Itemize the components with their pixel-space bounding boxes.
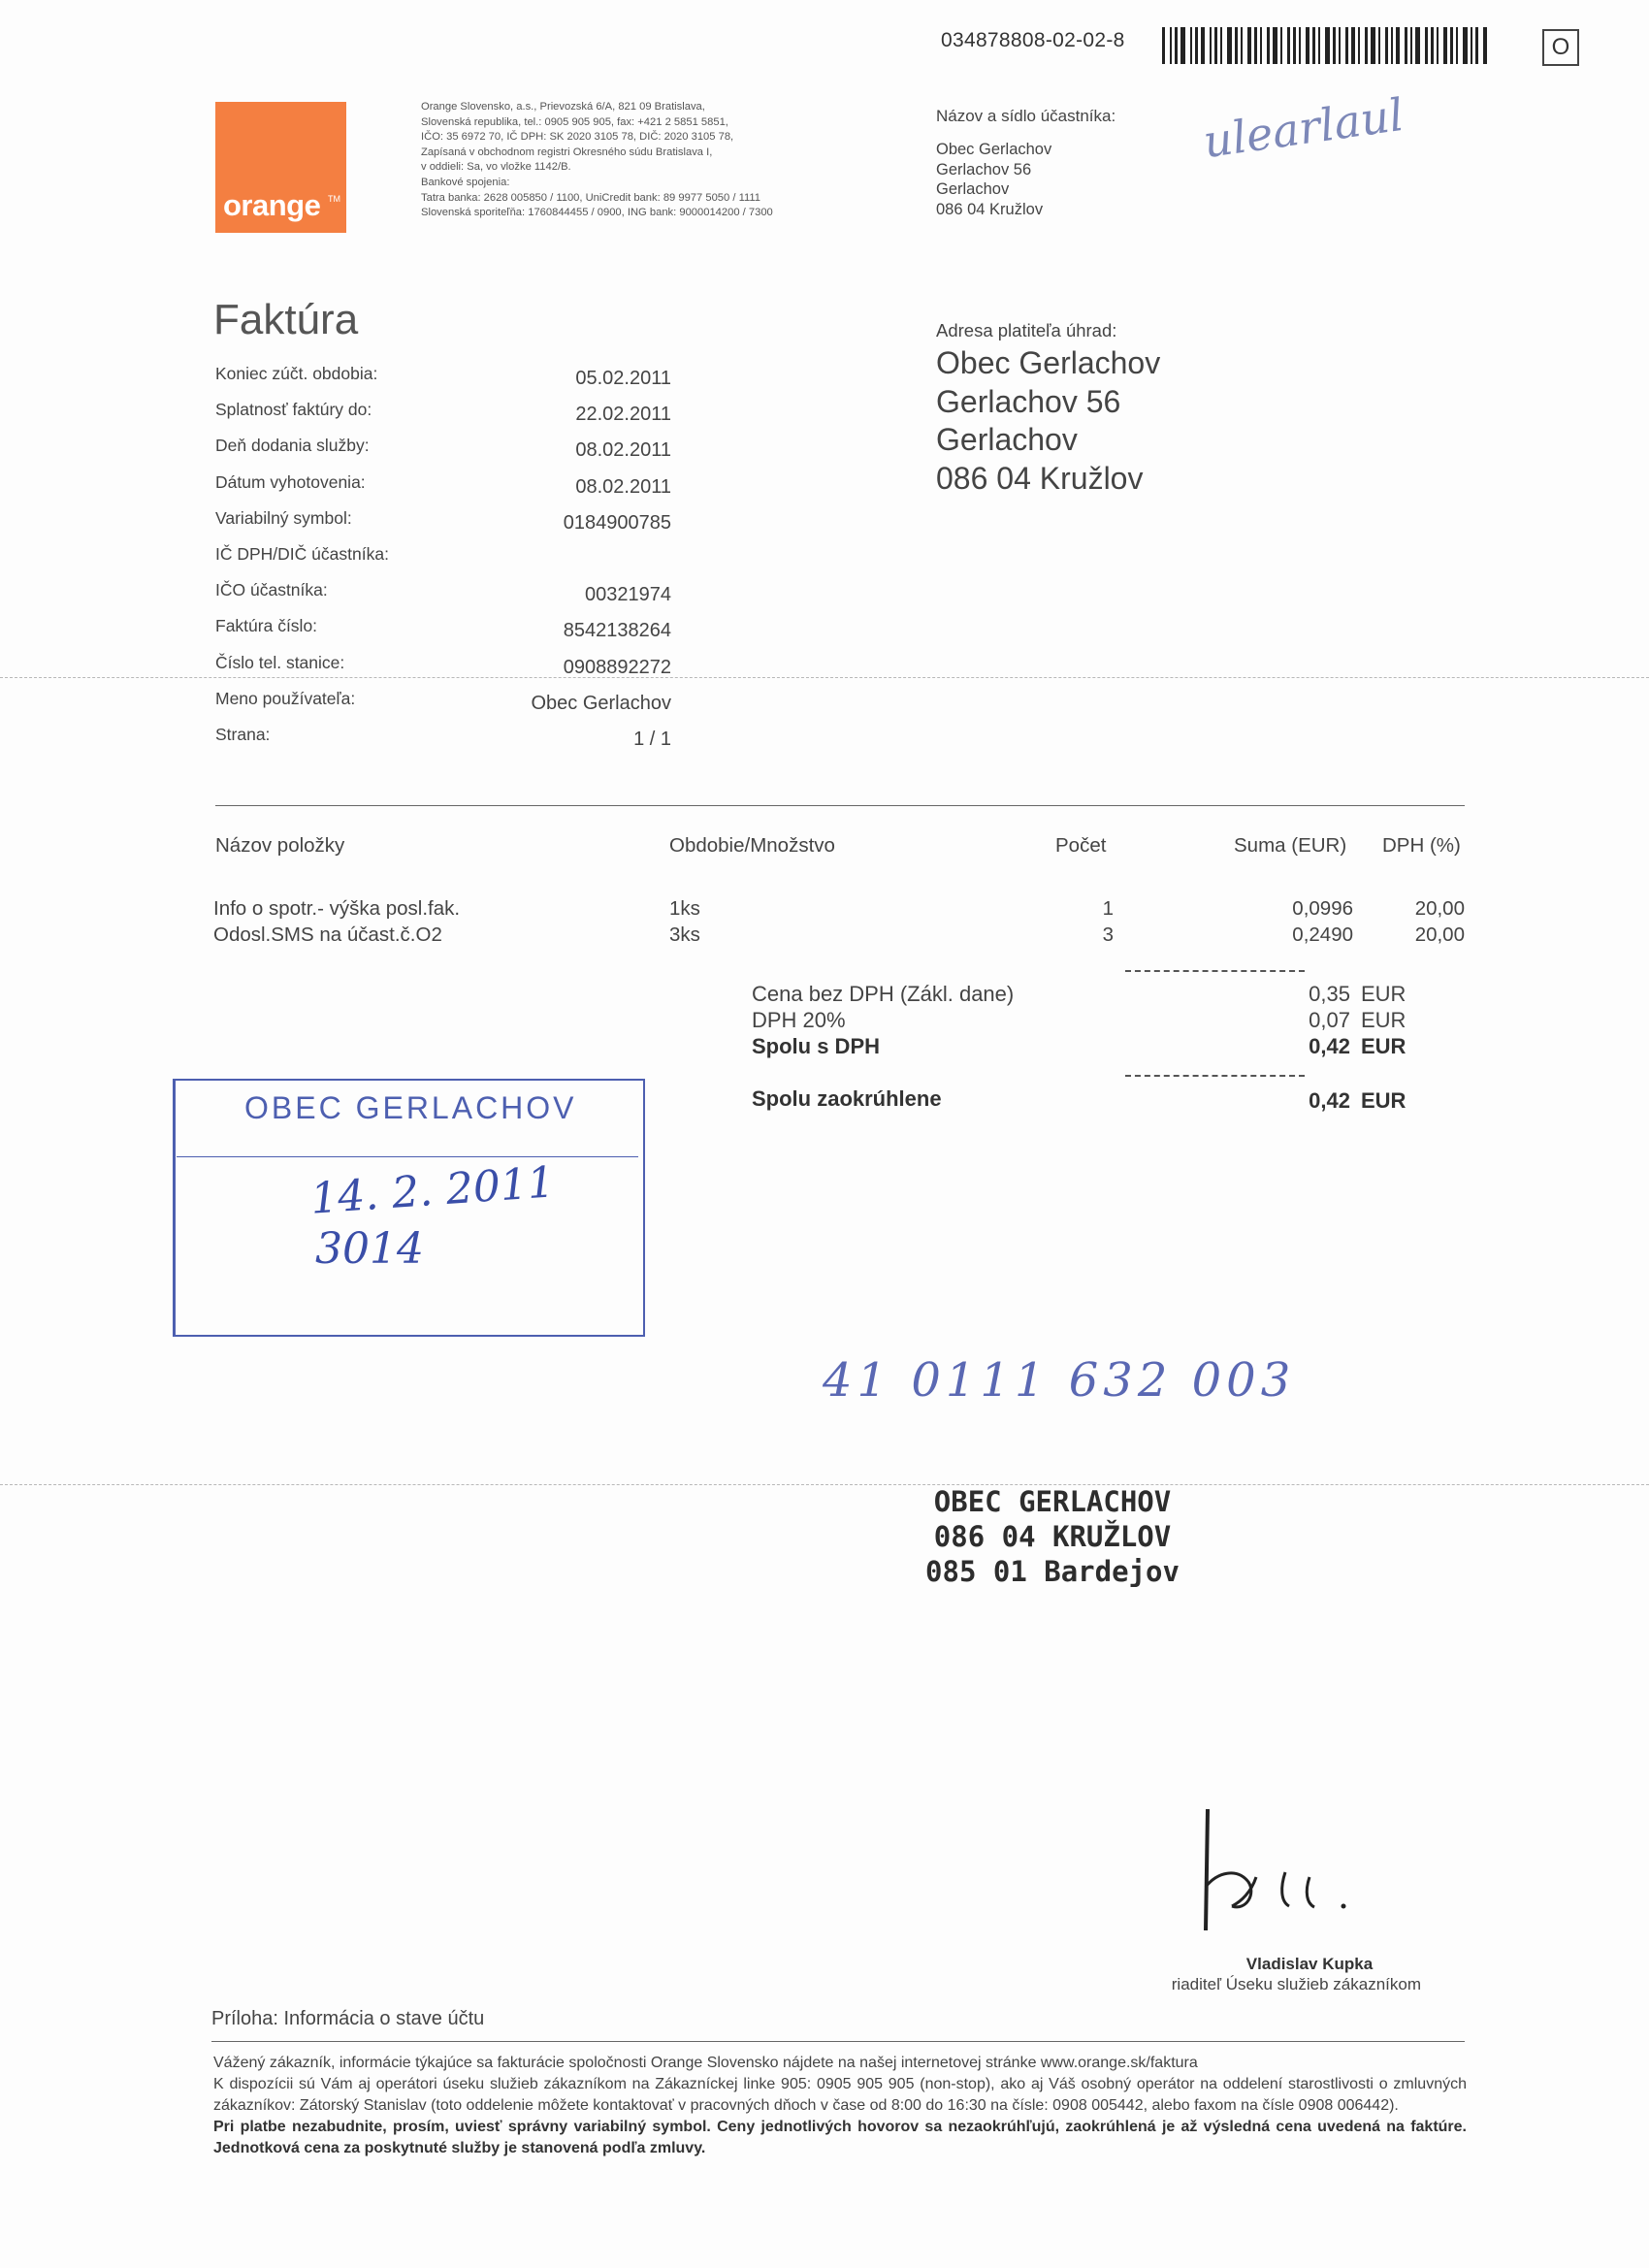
handwritten-number: 3014 [315,1224,424,1274]
item-count: 1 [1102,897,1114,920]
barcode-bar [1333,27,1336,64]
field-label: Meno používateľa: [215,688,356,708]
payer-line: Gerlachov [936,422,1078,457]
summary-dash-rule [1125,970,1305,972]
footer-paragraph-bold: Pri platbe nezabudnite, prosím, uviesť správny variabilný symbol. Ceny jednotlivých hovorov sa nezaokrúhľujú, zaokrúhlená je až výsledná cena uvedená na faktúre. Jednotková cena za poskytnuté služby je stanovená podľa zmluvy. [213,2119,1467,2156]
field-label: Dátum vyhotovenia: [215,471,366,492]
field-value: 08.02.2011 [575,439,671,462]
barcode-bar [1254,27,1257,64]
subscriber-address [936,140,1051,219]
barcode-bar [1450,27,1453,64]
company-line: Tatra banka: 2628 005850 / 1100, UniCredit bank: 89 9977 5050 / 1111 [421,191,760,204]
barcode-bar [1235,27,1238,64]
subscriber-line: Gerlachov [936,180,1010,198]
field-value: 0184900785 [563,511,671,534]
payer-line: Gerlachov 56 [936,383,1121,419]
field-value: Obec Gerlachov [531,692,671,714]
barcode-bar [1425,27,1428,64]
invoice-fields [215,364,671,761]
barcode-bar [1201,27,1205,64]
barcode-bar [1273,27,1277,64]
barcode-bar [1415,27,1420,64]
barcode-bar [1471,27,1472,64]
handwritten-date: 14. 2. 2011 [308,1157,557,1224]
barcode-bar [1280,27,1282,64]
barcode-bar [1260,27,1262,64]
barcode-bar [1318,27,1320,64]
footer-paragraph: K dispozícii sú Vám aj operátori úseku služieb zákazníkom na Zákazníckej linke 905: 0905 905 905 (non-stop), ako aj Váš osobný operátor na oddelení starostlivosti o zmluvných zákazníkov: Zátorský Stanislav (toto oddelenie môžete kontaktovať v pracovných dňoch v čase od 8:00 do 16:30 na čísle: 0908 005442, alebo faxom na čísle 0908 006442). [213,2076,1467,2114]
barcode-bar [1170,27,1172,64]
field-row [215,364,671,400]
item-vat: 20,00 [1414,923,1465,946]
field-label: Variabilný symbol: [215,507,352,528]
barcode-bar [1210,27,1212,64]
item-sum: 0,2490 [1292,923,1353,946]
summary-currency: EUR [1361,982,1406,1006]
subscriber-line: Obec Gerlachov [936,141,1052,158]
barcode-bar [1483,27,1487,64]
postal-stamp-line: OBEC GERLACHOV [933,1485,1172,1518]
barcode-bar [1175,27,1178,64]
footer-text [213,2053,1467,2159]
barcode-bar [1396,27,1400,64]
barcode-bar [1247,27,1251,64]
barcode-bar [1195,27,1198,64]
handwritten-account: 41 0111 632 003 [823,1353,1296,1408]
barcode-bar [1371,27,1375,64]
fold-line [0,1484,1649,1485]
orange-logo [215,102,346,233]
barcode [1162,27,1511,64]
field-row [215,653,671,689]
footer-rule [211,2041,1465,2042]
handwritten-note: ulearlaul [1200,87,1407,169]
company-line: Zapísaná v obchodnom registri Okresného súdu Bratislava I, [421,146,713,158]
summary-vat-value: 0,07 [1309,1008,1350,1032]
barcode-bar [1463,27,1468,64]
item-vat: 20,00 [1414,897,1465,920]
company-line: IČO: 35 6972 70, IČ DPH: SK 2020 3105 78, DIČ: 2020 3105 78, [421,131,734,144]
summary-dash-rule [1125,1075,1305,1077]
col-header-count: Počet [1055,834,1107,857]
fold-line [0,677,1649,678]
barcode-bar [1287,27,1290,64]
field-row [215,544,671,580]
barcode-bar [1339,27,1341,64]
field-value: 8542138264 [563,620,671,642]
postal-stamp-line: 085 01 Bardejov [925,1555,1180,1588]
stamp-divider [177,1156,638,1157]
barcode-bar [1385,27,1388,64]
company-line: Slovenská republika, tel.: 0905 905 905, fax: +421 2 5851 5851, [421,115,728,128]
summary-total-label: Spolu s DPH [752,1034,881,1058]
field-label: Deň dodania služby: [215,436,370,456]
invoice-title: Faktúra [213,296,359,343]
field-row [215,725,671,761]
summary-currency: EUR [1361,1088,1406,1113]
barcode-bar [1325,27,1330,64]
barcode-bar [1214,27,1217,64]
signer-role: riaditeľ Úseku služieb zákazníkom [1171,1975,1421,1993]
barcode-bar [1162,27,1165,64]
summary-base-value: 0,35 [1309,982,1350,1006]
item-period: 1ks [669,897,700,920]
col-header-vat: DPH (%) [1382,834,1461,857]
subscriber-label: Názov a sídlo účastníka: [936,107,1116,125]
field-label: Strana: [215,724,271,744]
field-label: Koniec zúčt. obdobia: [215,364,378,383]
col-header-name: Názov položky [215,834,345,857]
field-label: Faktúra číslo: [215,616,318,636]
barcode-bar [1267,27,1270,64]
barcode-bar [1431,27,1434,64]
item-sum: 0,0996 [1292,897,1353,920]
barcode-bar [1241,27,1243,64]
field-row [215,508,671,544]
barcode-bar [1227,27,1232,64]
summary-vat-label: DPH 20% [752,1008,846,1032]
barcode-bar [1220,27,1222,64]
barcode-bar [1391,27,1393,64]
col-header-period: Obdobie/Množstvo [669,834,835,857]
table-top-rule [215,805,1465,806]
payer-label: Adresa platiteľa úhrad: [936,320,1117,340]
field-label: IČO účastníka: [215,580,328,600]
company-line: Orange Slovensko, a.s., Prievozská 6/A, 821 09 Bratislava, [421,101,705,113]
barcode-bar [1410,27,1412,64]
subscriber-line: 086 04 Kružlov [936,200,1044,218]
logo-tm: TM [328,194,340,204]
item-name: Info o spotr.- výška posl.fak. [213,897,461,920]
field-value: 22.02.2011 [575,404,671,426]
summary-rounded-label: Spolu zaokrúhlene [752,1086,942,1111]
field-row [215,616,671,652]
attachment-note: Príloha: Informácia o stave účtu [211,2008,485,2029]
signature-scribble [1188,1804,1382,1940]
field-row [215,472,671,508]
field-row [215,436,671,471]
company-line: v oddieli: Sa, vo vložke 1142/B. [421,161,571,174]
summary-base-label: Cena bez DPH (Zákl. dane) [752,982,1015,1006]
barcode-bar [1190,27,1192,64]
subscriber-line: Gerlachov 56 [936,160,1032,178]
barcode-bar [1312,27,1315,64]
field-row [215,400,671,436]
field-label: Splatnosť faktúry do: [215,400,372,420]
field-value: 08.02.2011 [575,475,671,498]
barcode-bar [1378,27,1380,64]
barcode-bar [1437,27,1439,64]
company-info [421,100,838,221]
col-header-sum: Suma (EUR) [1234,834,1347,857]
field-value: 0908892272 [563,656,671,678]
barcode-bar [1443,27,1447,64]
barcode-bar [1475,27,1478,64]
barcode-bar [1345,27,1348,64]
summary-currency: EUR [1361,1034,1406,1058]
footer-paragraph: Vážený zákazník, informácie týkajúce sa fakturácie spoločnosti Orange Slovensko nájdete na našej internetovej stránke www.orange.sk/faktura [213,2055,1198,2071]
summary-rounded-value: 0,42 [1309,1088,1350,1113]
barcode-bar [1365,27,1368,64]
payer-line: Obec Gerlachov [936,345,1161,380]
field-label: Číslo tel. stanice: [215,652,345,672]
barcode-bar [1293,27,1296,64]
barcode-bar [1299,27,1301,64]
field-value: 00321974 [585,584,671,606]
logo-text: orange [223,188,321,222]
payer-address [936,344,1160,498]
corner-mark: O [1542,29,1579,66]
field-row [215,689,671,725]
item-count: 3 [1102,923,1114,946]
barcode-bar [1358,27,1360,64]
company-line: Bankové spojenia: [421,176,510,188]
postal-stamp-line: 086 04 KRUŽLOV [933,1520,1172,1553]
item-period: 3ks [669,923,700,946]
item-name: Odosl.SMS na účast.č.O2 [213,923,442,946]
signer-name: Vladislav Kupka [1245,1955,1374,1973]
field-row [215,580,671,616]
company-line: Slovenská sporiteľňa: 1760844455 / 0900, ING bank: 9000014200 / 7300 [421,207,773,219]
field-value: 1 / 1 [633,728,671,750]
document-code: 034878808-02-02-8 [941,29,1125,51]
barcode-bar [1456,27,1458,64]
payer-line: 086 04 Kružlov [936,460,1144,496]
barcode-bar [1351,27,1355,64]
postal-stamp [907,1484,1198,1589]
summary-total-value: 0,42 [1309,1034,1350,1058]
barcode-bar [1405,27,1407,64]
field-value: 05.02.2011 [575,368,671,389]
barcode-bar [1306,27,1310,64]
stamp-title: OBEC GERLACHOV [244,1090,577,1125]
summary-currency: EUR [1361,1008,1406,1032]
field-label: IČ DPH/DIČ účastníka: [215,543,389,564]
barcode-bar [1180,27,1185,64]
